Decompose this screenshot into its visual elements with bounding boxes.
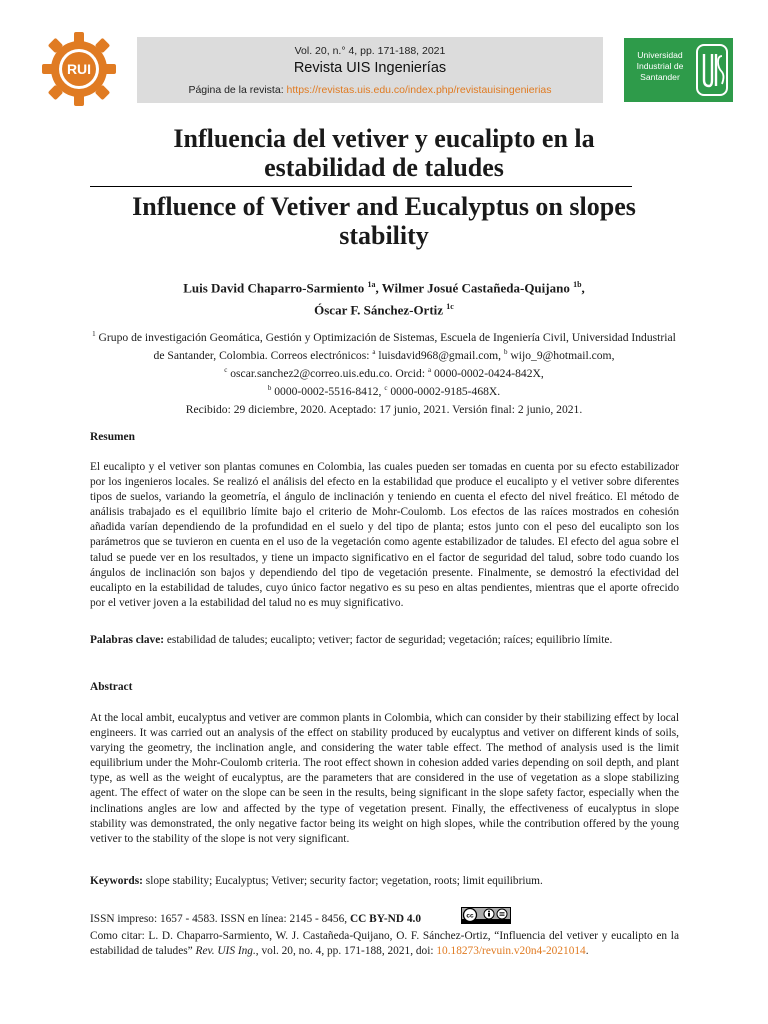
uis-line-3: Santander: [640, 72, 680, 82]
citation-text: Como citar: L. D. Chaparro-Sarmiento, W. J. Castañeda-Quijano, O. F. Sánchez-Ortiz, “Influencia del vetiver y eucalipto en la estabilidad de taludes”: [90, 930, 679, 958]
title-spanish: [60, 124, 708, 182]
uis-line-2: Industrial de: [636, 61, 684, 71]
affil-sup-a: a: [372, 347, 376, 356]
author-2-sup: 1b: [573, 280, 582, 289]
authors: Luis David Chaparro-Sarmiento $^{1a}$, Wilmer Josué Castañeda-Quijano $^{1b}$, Óscar F. Sánchez-Ortiz $^{1c}$: [183, 280, 585, 318]
author-3-sup: 1c: [446, 302, 454, 312]
author-1-sup: 1a: [367, 280, 376, 289]
cc-by-nd-badge-icon[interactable]: [461, 907, 511, 924]
svg-text:cc: cc: [466, 912, 474, 920]
orcid-a: 0000-0002-0424-842X,: [433, 366, 544, 380]
author-1: Luis David Chaparro-Sarmiento: [183, 280, 365, 296]
doi-link[interactable]: 10.18273/revuin.v20n4-2021014: [436, 945, 586, 958]
citation-details: , vol. 20, no. 4, pp. 171-188, 2021, doi:: [255, 945, 437, 958]
email-b: wijo_9@hotmail.com,: [510, 348, 615, 362]
title-divider: [90, 186, 632, 187]
palabras-clave-list: estabilidad de taludes; eucalipto; vetiver; factor de seguridad; vegetación; raíces; equilibrio límite.: [164, 634, 613, 646]
affil-sup-b: b: [504, 347, 508, 356]
email-c: oscar.sanchez2@correo.uis.edu.co. Orcid:: [230, 366, 428, 380]
citation-journal: Rev. UIS Ing.: [195, 945, 256, 958]
issn-line: [90, 913, 421, 925]
citation: [90, 929, 679, 959]
submission-dates: Recibido: 29 diciembre, 2020. Aceptado: 17 junio, 2021. Versión final: 2 junio, 2021.: [185, 403, 583, 416]
orcid-b: 0000-0002-5516-8412,: [274, 384, 385, 398]
uis-logo: [624, 38, 733, 102]
author-2: Wilmer Josué Castañeda-Quijano: [381, 280, 570, 296]
license-text: CC BY-ND 4.0: [349, 913, 422, 925]
resumen-text: El eucalipto y el vetiver son plantas comunes en Colombia, las cuales pueden ser tomadas en cuenta por su efecto estabilizador por los ingenieros locales. Se realizó el análisis del efecto en la estabilidad que produce el eucalipto y el vetiver sobre diferentes tipos de suelos, variando la geometría, el ángulo de inclinación y teniendo en cuenta el efecto del nivel freático. El método de análisis trabajado es el equilibrio límite bajo el criterio de Mohr-Coulomb. Los efectos de las raíces mostrados en cohesión añadida varían dependiendo de la profundidad en el suelo y del tipo de planta; estos junto con el peso del eucalipto son los parámetros que se tuvieron en cuenta en el uso de la vegetación como agente estabilizador de taludes. El efecto del agua sobre el talud se puede ver en los resultados, y tiene un impacto significativo en el factor de seguridad del talud, sobre todo cuando los ángulos de inclinación son bajos y dependiendo del tipo de vegetación presente. Finalmente, se demostró la efectividad del eucalipto en la estabilidad de taludes, cuyo único factor negativo es su peso en altas pendientes, mientras que el aporte ofrecido por el vetiver joven a la estabilidad del talud no es muy significativo.: [90, 461, 679, 609]
resumen-heading: Resumen: [90, 431, 135, 443]
journal-name: Revista UIS Ingenierías: [293, 60, 447, 76]
journal-url-line: [137, 84, 603, 96]
title-spanish-line-1: Influencia del vetiver y eucalipto en la: [173, 124, 595, 153]
keywords-list: slope stability; Eucalyptus; Vetiver; security factor; vegetation, roots; limit equilibrium.: [142, 875, 543, 887]
title-spanish-line-2: estabilidad de taludes: [264, 153, 504, 182]
abstract-heading: Abstract: [90, 681, 133, 693]
palabras-clave-label: Palabras clave:: [90, 634, 165, 646]
journal-url-label: Página de la revista:: [188, 84, 287, 96]
uis-logo-text: [630, 50, 690, 83]
affiliation: [88, 327, 680, 398]
uis-emblem-icon: [696, 44, 728, 96]
journal-header: [137, 37, 603, 103]
affil-text: Grupo de investigación Geomática, Gestión y Optimización de Sistemas, Escuela de Ingeniería Civil, Universidad Industrial de Santander, Colombia. Correos electrónicos:: [98, 330, 676, 362]
orcid-c: 0000-0002-9185-468X.: [390, 384, 501, 398]
author-3: Óscar F. Sánchez-Ortiz: [314, 302, 444, 318]
journal-url-link[interactable]: https://revistas.uis.edu.co/index.php/revistauisingenierias: [286, 84, 552, 96]
abstract-text: At the local ambit, eucalyptus and vetiver are common plants in Colombia, which can consider by their stabilizing effect by local engineers. It was carried out an analysis of the effect on stability produced by eucalyptus and vetiver on different kinds of soils, varying the geometry, the inclination angle, and considering the water table effect. The method of analysis used is the limit equilibrium under the Mohr-Coulomb criteria. The root effect shown in cohesion added varies depending on soil depth, and plant type, as well as the weight of eucalyptus, are the parameters that are considered in the use of vegetation as a slope stabilizing agent. The effect of water on the slope can be seen in the results, being significant in the slope safety factor, especially when the inclinations angles are low and affected by the type of vegetation present. Finally, the effectiveness of eucalyptus in slope stability was demonstrated, the only negative factor being its weight on high slopes, while the contribution offered by the young vetiver to the stability of the slope is not very significant.: [90, 712, 679, 845]
affil-sup-c: c: [224, 365, 228, 374]
email-a: luisdavid968@gmail.com,: [378, 348, 502, 362]
keywords-label: Keywords:: [90, 875, 143, 887]
issn-text: ISSN impreso: 1657 - 4583. ISSN en línea: 2145 - 8456,: [90, 913, 350, 925]
rui-logo: [40, 30, 118, 108]
title-english-line-1: Influence of Vetiver and Eucalyptus on slopes: [132, 192, 636, 221]
palabras-clave: [90, 633, 679, 648]
affil-sup-1: 1: [92, 330, 96, 338]
title-english: [60, 192, 708, 250]
keywords: [90, 874, 679, 889]
volume-line: Vol. 20, n.° 4, pp. 171-188, 2021: [294, 45, 446, 57]
affil-sup-c2: c: [384, 383, 388, 392]
affil-sup-b2: b: [267, 383, 272, 392]
rui-logo-text: RUI: [66, 61, 92, 77]
title-english-line-2: stability: [339, 221, 429, 250]
citation-end: .: [585, 945, 589, 958]
uis-line-1: Universidad: [637, 50, 683, 60]
affil-sup-a2: a: [427, 365, 432, 374]
